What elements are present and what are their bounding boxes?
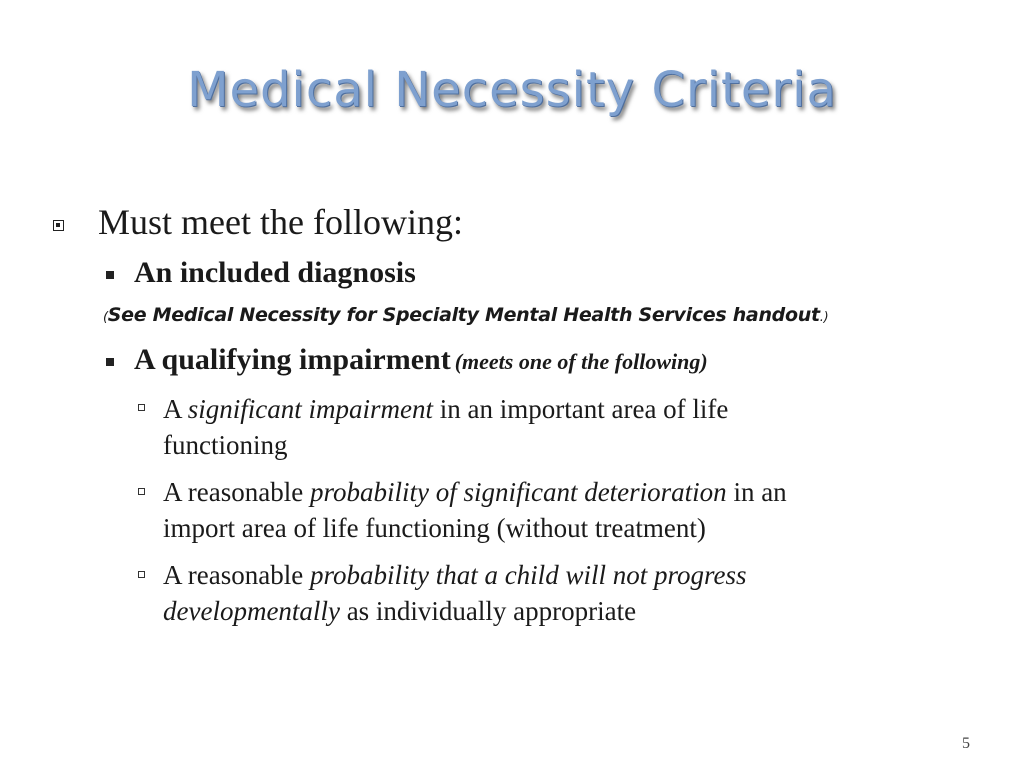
sub-bullet-2-post: in an [726, 477, 787, 507]
slide-title: Medical Necessity Criteria [187, 62, 837, 118]
sub-bullet-1-emphasis: significant impairment [187, 394, 434, 424]
sub-bullet-3-line2-post: as individually appropriate [339, 596, 637, 626]
sub-bullet-2 [163, 474, 787, 546]
hollow-square-bullet-icon [138, 488, 145, 495]
sub-bullet-3-line2-emphasis: developmentally [163, 596, 340, 626]
page-number: 5 [962, 735, 970, 752]
sub-bullet-2-emphasis: probability of significant deterioration [309, 477, 727, 507]
hollow-square-bullet-icon [138, 404, 145, 411]
sub-bullet-1-pre: A [163, 394, 188, 424]
sub-bullet-3-pre: A reasonable [163, 560, 310, 590]
sub-bullet-2-line2: import area of life functioning (without treatment) [163, 513, 706, 543]
filled-square-bullet-icon [106, 358, 114, 366]
note-open-paren: ( [103, 310, 108, 325]
square-bullet-icon [53, 220, 64, 231]
sub-bullet-3 [163, 557, 746, 629]
impairment-bullet [134, 343, 708, 377]
impairment-note: (meets one of the following) [454, 349, 708, 374]
filled-square-bullet-icon [106, 271, 114, 279]
impairment-bullet-text: A qualifying impairment [134, 343, 451, 376]
handout-note-text: See Medical Necessity for Specialty Mental Health Services handout [107, 304, 820, 326]
main-bullet-text: Must meet the following: [98, 202, 463, 242]
sub-bullet-1-post: in an important area of life [433, 394, 729, 424]
sub-bullet-1-line2: functioning [163, 430, 288, 460]
note-close-paren: .) [819, 310, 829, 325]
sub-bullet-2-pre: A reasonable [163, 477, 310, 507]
diagnosis-bullet-text: An included diagnosis [134, 256, 416, 289]
hollow-square-bullet-icon [138, 571, 145, 578]
sub-bullet-1 [163, 391, 728, 463]
handout-note [103, 304, 828, 326]
sub-bullet-3-emphasis: probability that a child will not progress [309, 560, 747, 590]
